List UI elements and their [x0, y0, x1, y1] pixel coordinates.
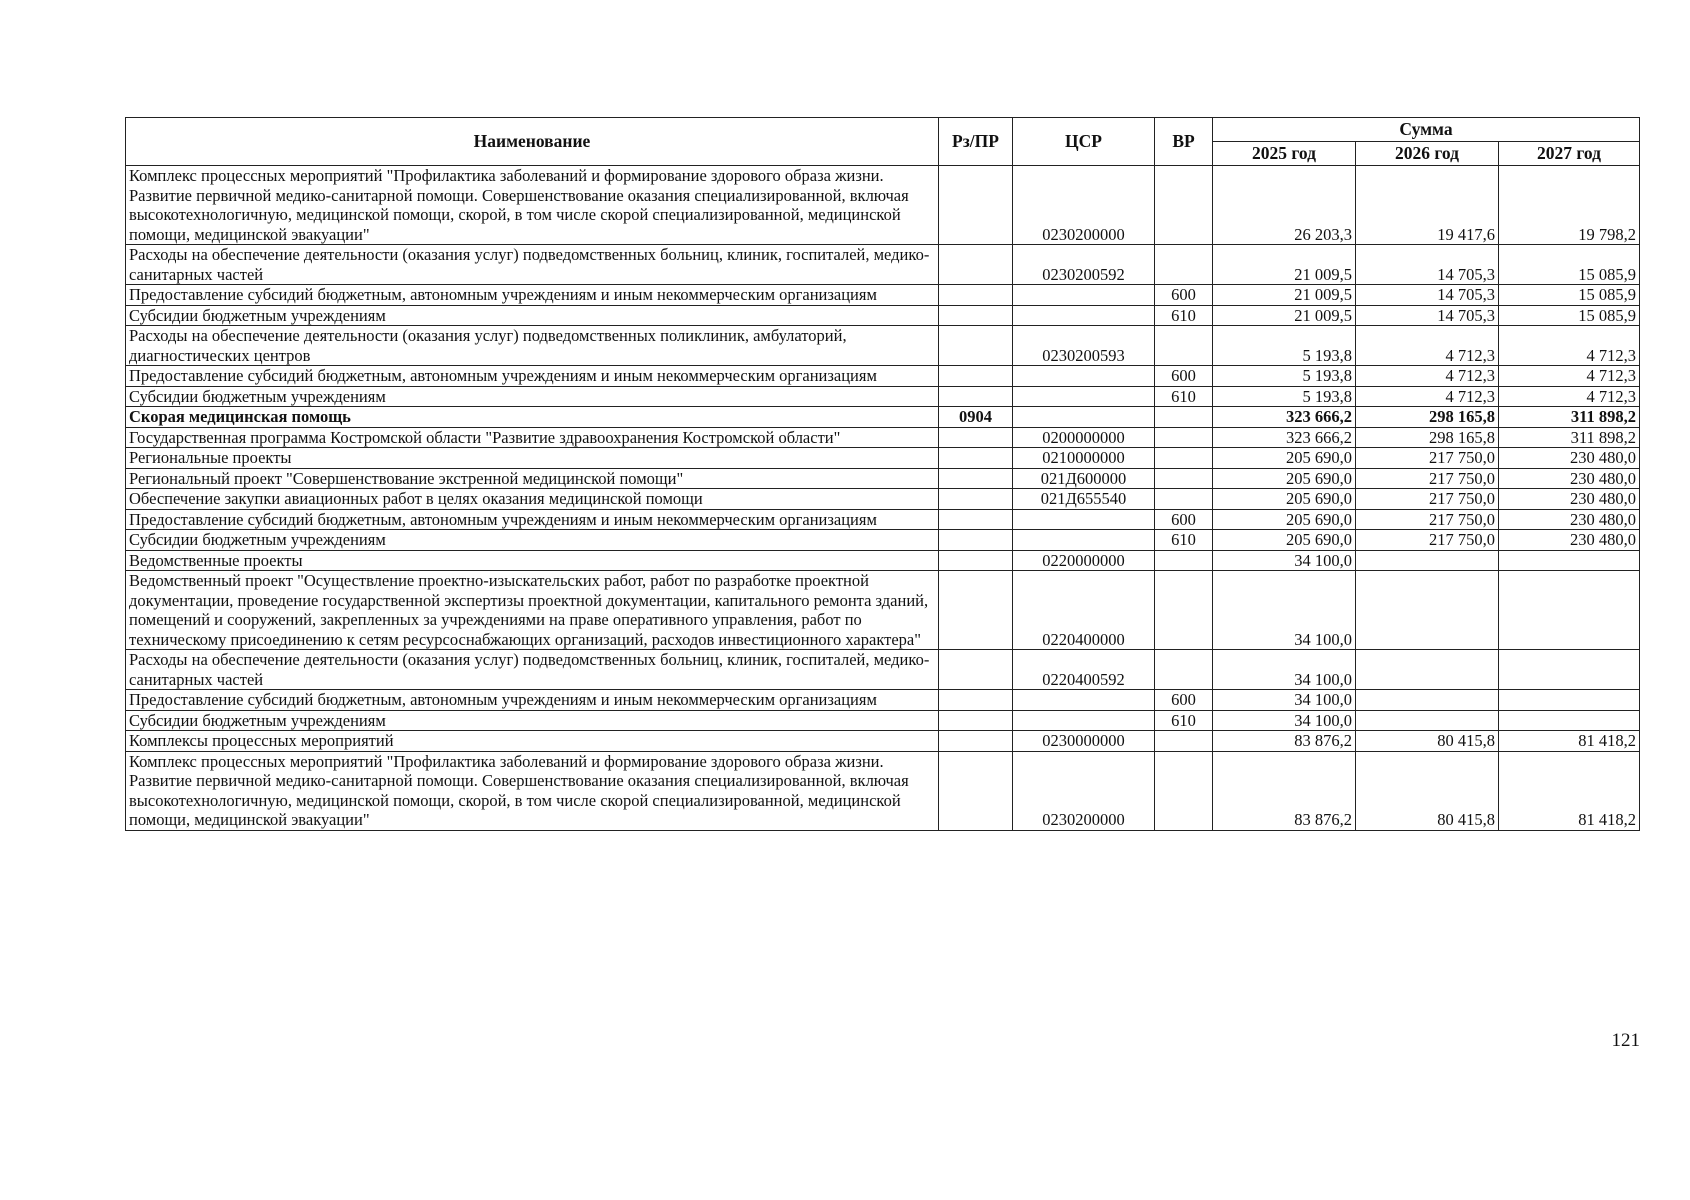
header-csr: ЦСР	[1013, 118, 1155, 166]
table-row	[126, 407, 1640, 428]
cell-rzpr: 0904	[939, 407, 1013, 428]
cell-rzpr	[939, 326, 1013, 366]
cell-2027	[1499, 690, 1640, 711]
cell-rzpr	[939, 166, 1013, 245]
cell-2025: 34 100,0	[1213, 650, 1356, 690]
cell-2025: 26 203,3	[1213, 166, 1356, 245]
cell-2026	[1356, 650, 1499, 690]
header-year-2026: 2026 год	[1356, 142, 1499, 166]
cell-name: Расходы на обеспечение деятельности (оказания услуг) подведомственных поликлиник, амбулаторий, диагностических центров	[126, 326, 939, 366]
table-row	[126, 650, 1640, 690]
cell-2026: 80 415,8	[1356, 751, 1499, 830]
cell-2027: 4 712,3	[1499, 366, 1640, 387]
cell-2026: 19 417,6	[1356, 166, 1499, 245]
header-rzpr: Рз/ПР	[939, 118, 1013, 166]
cell-csr: 0230200000	[1013, 166, 1155, 245]
cell-vr	[1155, 166, 1213, 245]
cell-2027: 4 712,3	[1499, 326, 1640, 366]
cell-name: Предоставление субсидий бюджетным, автономным учреждениям и иным некоммерческим организациям	[126, 285, 939, 306]
cell-vr	[1155, 468, 1213, 489]
cell-csr: 0230200000	[1013, 751, 1155, 830]
cell-2027: 81 418,2	[1499, 751, 1640, 830]
cell-rzpr	[939, 571, 1013, 650]
header-vr: ВР	[1155, 118, 1213, 166]
cell-vr	[1155, 731, 1213, 752]
cell-2025: 21 009,5	[1213, 305, 1356, 326]
cell-2025: 5 193,8	[1213, 386, 1356, 407]
cell-csr: 0210000000	[1013, 448, 1155, 469]
cell-csr	[1013, 407, 1155, 428]
cell-rzpr	[939, 650, 1013, 690]
table-row	[126, 509, 1640, 530]
page-number: 121	[1611, 1030, 1640, 1051]
cell-vr: 600	[1155, 690, 1213, 711]
table-row	[126, 468, 1640, 489]
cell-2027: 19 798,2	[1499, 166, 1640, 245]
cell-rzpr	[939, 386, 1013, 407]
cell-2027: 230 480,0	[1499, 448, 1640, 469]
cell-rzpr	[939, 751, 1013, 830]
cell-csr: 0230200592	[1013, 245, 1155, 285]
cell-2025: 205 690,0	[1213, 509, 1356, 530]
cell-rzpr	[939, 468, 1013, 489]
table-row	[126, 448, 1640, 469]
cell-2026	[1356, 550, 1499, 571]
header-name: Наименование	[126, 118, 939, 166]
cell-2027: 230 480,0	[1499, 530, 1640, 551]
cell-2026: 14 705,3	[1356, 285, 1499, 306]
cell-rzpr	[939, 489, 1013, 510]
cell-name: Ведомственный проект "Осуществление проектно-изыскательских работ, работ по разработке проектной документации, проведение государственной экспертизы проектной документации, капитального ремонта зданий, помещений и сооружений, закрепленных за учреждениями на праве оперативного управления, работ по техническому присоединению к сетям ресурсоснабжающих организаций, расходов инвестиционного характера"	[126, 571, 939, 650]
cell-2025: 83 876,2	[1213, 731, 1356, 752]
table-row	[126, 690, 1640, 711]
cell-2026: 4 712,3	[1356, 366, 1499, 387]
cell-name: Субсидии бюджетным учреждениям	[126, 386, 939, 407]
cell-2027: 4 712,3	[1499, 386, 1640, 407]
table-row	[126, 326, 1640, 366]
cell-2027: 15 085,9	[1499, 245, 1640, 285]
cell-2025: 34 100,0	[1213, 550, 1356, 571]
cell-2026: 217 750,0	[1356, 489, 1499, 510]
cell-2026: 217 750,0	[1356, 530, 1499, 551]
cell-2027: 230 480,0	[1499, 489, 1640, 510]
cell-csr	[1013, 530, 1155, 551]
table-row	[126, 305, 1640, 326]
table-row	[126, 386, 1640, 407]
table-row	[126, 245, 1640, 285]
cell-vr: 610	[1155, 386, 1213, 407]
cell-csr: 0230000000	[1013, 731, 1155, 752]
cell-vr: 610	[1155, 710, 1213, 731]
cell-name: Предоставление субсидий бюджетным, автономным учреждениям и иным некоммерческим организациям	[126, 690, 939, 711]
cell-vr	[1155, 448, 1213, 469]
cell-vr	[1155, 407, 1213, 428]
cell-2025: 21 009,5	[1213, 245, 1356, 285]
cell-name: Субсидии бюджетным учреждениям	[126, 530, 939, 551]
cell-csr	[1013, 285, 1155, 306]
cell-csr	[1013, 509, 1155, 530]
cell-csr	[1013, 305, 1155, 326]
cell-2026	[1356, 571, 1499, 650]
cell-name: Государственная программа Костромской области "Развитие здравоохранения Костромской области"	[126, 427, 939, 448]
header-year-2025: 2025 год	[1213, 142, 1356, 166]
cell-name: Субсидии бюджетным учреждениям	[126, 710, 939, 731]
table-row	[126, 751, 1640, 830]
table-row	[126, 489, 1640, 510]
table-row	[126, 571, 1640, 650]
cell-vr	[1155, 751, 1213, 830]
cell-name: Региональные проекты	[126, 448, 939, 469]
cell-name: Расходы на обеспечение деятельности (оказания услуг) подведомственных больниц, клиник, госпиталей, медико-санитарных частей	[126, 245, 939, 285]
cell-name: Субсидии бюджетным учреждениям	[126, 305, 939, 326]
cell-rzpr	[939, 509, 1013, 530]
cell-2025: 34 100,0	[1213, 710, 1356, 731]
cell-2026: 217 750,0	[1356, 509, 1499, 530]
header-sum: Сумма	[1213, 118, 1640, 142]
cell-vr	[1155, 550, 1213, 571]
cell-2025: 205 690,0	[1213, 489, 1356, 510]
cell-2025: 5 193,8	[1213, 366, 1356, 387]
cell-2025: 21 009,5	[1213, 285, 1356, 306]
cell-name: Предоставление субсидий бюджетным, автономным учреждениям и иным некоммерческим организациям	[126, 366, 939, 387]
cell-csr: 021Д655540	[1013, 489, 1155, 510]
cell-rzpr	[939, 427, 1013, 448]
cell-vr: 600	[1155, 285, 1213, 306]
cell-rzpr	[939, 366, 1013, 387]
cell-vr	[1155, 427, 1213, 448]
cell-2027: 230 480,0	[1499, 509, 1640, 530]
cell-rzpr	[939, 550, 1013, 571]
cell-2025: 34 100,0	[1213, 690, 1356, 711]
cell-rzpr	[939, 245, 1013, 285]
cell-2025: 205 690,0	[1213, 468, 1356, 489]
cell-csr: 0200000000	[1013, 427, 1155, 448]
cell-vr: 600	[1155, 509, 1213, 530]
cell-2027	[1499, 710, 1640, 731]
cell-csr: 021Д600000	[1013, 468, 1155, 489]
cell-2026: 80 415,8	[1356, 731, 1499, 752]
cell-rzpr	[939, 305, 1013, 326]
cell-2026	[1356, 690, 1499, 711]
cell-2026	[1356, 710, 1499, 731]
cell-name: Скорая медицинская помощь	[126, 407, 939, 428]
cell-2025: 323 666,2	[1213, 427, 1356, 448]
cell-2025: 205 690,0	[1213, 530, 1356, 551]
table-body	[126, 166, 1640, 831]
cell-name: Предоставление субсидий бюджетным, автономным учреждениям и иным некоммерческим организациям	[126, 509, 939, 530]
table-row	[126, 285, 1640, 306]
table-row	[126, 166, 1640, 245]
cell-vr	[1155, 326, 1213, 366]
cell-vr	[1155, 489, 1213, 510]
cell-vr	[1155, 245, 1213, 285]
cell-csr	[1013, 710, 1155, 731]
table-row	[126, 550, 1640, 571]
cell-csr: 0220400592	[1013, 650, 1155, 690]
cell-csr: 0220000000	[1013, 550, 1155, 571]
cell-name: Региональный проект "Совершенствование экстренной медицинской помощи"	[126, 468, 939, 489]
cell-2026: 298 165,8	[1356, 427, 1499, 448]
cell-2026: 14 705,3	[1356, 245, 1499, 285]
cell-2025: 34 100,0	[1213, 571, 1356, 650]
cell-2027	[1499, 650, 1640, 690]
cell-2025: 5 193,8	[1213, 326, 1356, 366]
budget-table	[125, 117, 1640, 831]
cell-name: Комплексы процессных мероприятий	[126, 731, 939, 752]
cell-name: Обеспечение закупки авиационных работ в целях оказания медицинской помощи	[126, 489, 939, 510]
cell-vr: 610	[1155, 530, 1213, 551]
cell-name: Комплекс процессных мероприятий "Профилактика заболеваний и формирование здорового образа жизни. Развитие первичной медико-санитарной помощи. Совершенствование оказания специализированной, включая высокотехнологичную, медицинской помощи, скорой, в том числе скорой специализированной, медицинской помощи, медицинской эвакуации"	[126, 751, 939, 830]
cell-2027	[1499, 571, 1640, 650]
cell-2026: 4 712,3	[1356, 386, 1499, 407]
cell-name: Комплекс процессных мероприятий "Профилактика заболеваний и формирование здорового образа жизни. Развитие первичной медико-санитарной помощи. Совершенствование оказания специализированной, включая высокотехнологичную, медицинской помощи, скорой, в том числе скорой специализированной, медицинской помощи, медицинской эвакуации"	[126, 166, 939, 245]
cell-2027: 230 480,0	[1499, 468, 1640, 489]
table-header	[126, 118, 1640, 166]
cell-csr: 0230200593	[1013, 326, 1155, 366]
header-year-2027: 2027 год	[1499, 142, 1640, 166]
table-row	[126, 366, 1640, 387]
cell-rzpr	[939, 710, 1013, 731]
cell-rzpr	[939, 731, 1013, 752]
cell-csr	[1013, 366, 1155, 387]
cell-name: Ведомственные проекты	[126, 550, 939, 571]
table-row	[126, 427, 1640, 448]
table-row	[126, 731, 1640, 752]
cell-vr: 610	[1155, 305, 1213, 326]
cell-rzpr	[939, 285, 1013, 306]
cell-2027: 15 085,9	[1499, 305, 1640, 326]
cell-2026: 298 165,8	[1356, 407, 1499, 428]
cell-csr	[1013, 386, 1155, 407]
cell-csr	[1013, 690, 1155, 711]
cell-vr	[1155, 650, 1213, 690]
cell-name: Расходы на обеспечение деятельности (оказания услуг) подведомственных больниц, клиник, госпиталей, медико-санитарных частей	[126, 650, 939, 690]
cell-2025: 205 690,0	[1213, 448, 1356, 469]
cell-2025: 323 666,2	[1213, 407, 1356, 428]
cell-2025: 83 876,2	[1213, 751, 1356, 830]
cell-2026: 217 750,0	[1356, 468, 1499, 489]
table-row	[126, 530, 1640, 551]
cell-2027: 311 898,2	[1499, 407, 1640, 428]
cell-rzpr	[939, 530, 1013, 551]
cell-vr	[1155, 571, 1213, 650]
cell-vr: 600	[1155, 366, 1213, 387]
cell-2027: 81 418,2	[1499, 731, 1640, 752]
cell-csr: 0220400000	[1013, 571, 1155, 650]
cell-2027: 311 898,2	[1499, 427, 1640, 448]
cell-rzpr	[939, 448, 1013, 469]
table-row	[126, 710, 1640, 731]
cell-rzpr	[939, 690, 1013, 711]
cell-2026: 14 705,3	[1356, 305, 1499, 326]
cell-2027	[1499, 550, 1640, 571]
cell-2026: 217 750,0	[1356, 448, 1499, 469]
cell-2026: 4 712,3	[1356, 326, 1499, 366]
cell-2027: 15 085,9	[1499, 285, 1640, 306]
